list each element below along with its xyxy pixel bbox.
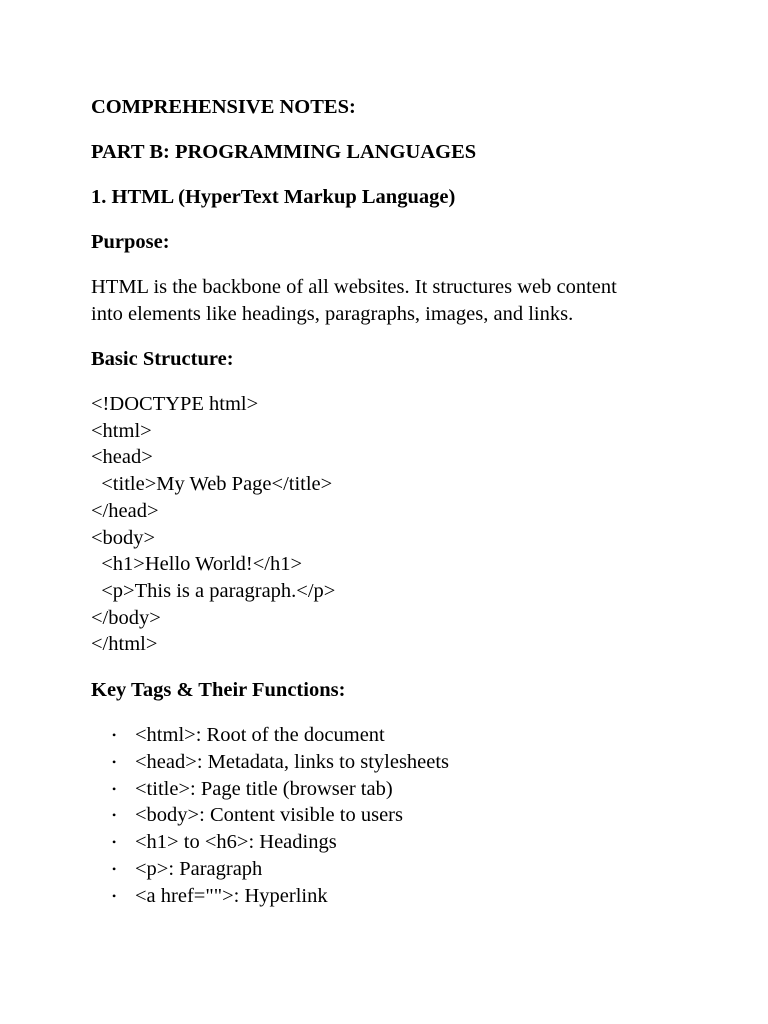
list-item [91,883,691,910]
tags-list [91,722,691,910]
part-heading: PART B: PROGRAMMING LANGUAGES [91,141,477,163]
bullet-icon: • [112,862,117,877]
list-item-text: <a href="">: Hyperlink [135,884,328,907]
bullet-icon: • [112,728,117,743]
bullet-icon: • [112,888,117,903]
list-item [91,802,691,829]
code-example [91,391,691,658]
purpose-line: into elements like headings, paragraphs, images, and links. [91,303,574,325]
list-item-text: <body>: Content visible to users [135,804,403,827]
list-item-text: <p>: Paragraph [135,858,263,881]
list-item-text: <title>: Page title (browser tab) [135,777,393,800]
tags-heading: Key Tags & Their Functions: [91,679,346,702]
bullet-icon: • [112,754,117,769]
list-item-text: <h1> to <h6>: Headings [135,831,337,854]
code-line: <body> [91,526,156,549]
code-line: <head> [91,446,153,469]
bullet-icon: • [112,781,117,796]
code-line: <p>This is a paragraph.</p> [91,579,336,602]
bullet-icon: • [112,808,117,823]
code-line: </html> [91,633,158,656]
code-line: </body> [91,606,161,629]
list-item [91,856,691,883]
list-item [91,776,691,803]
bullet-icon: • [112,835,117,850]
purpose-paragraph [91,274,691,328]
purpose-heading: Purpose: [91,231,170,253]
structure-heading: Basic Structure: [91,348,234,370]
list-item [91,749,691,776]
code-line: </head> [91,499,159,522]
list-item [91,722,691,749]
notes-title: COMPREHENSIVE NOTES: [91,96,356,118]
document-page [91,94,691,910]
list-item-text: <html>: Root of the document [135,724,385,747]
purpose-line: HTML is the backbone of all websites. It structures web content [91,276,617,298]
code-line: <!DOCTYPE html> [91,393,259,415]
list-item [91,829,691,856]
code-line: <h1>Hello World!</h1> [91,553,303,576]
list-item-text: <head>: Metadata, links to stylesheets [135,750,450,773]
code-line: <html> [91,419,152,442]
section-heading: 1. HTML (HyperText Markup Language) [91,186,456,208]
code-line: <title>My Web Page</title> [91,473,333,496]
